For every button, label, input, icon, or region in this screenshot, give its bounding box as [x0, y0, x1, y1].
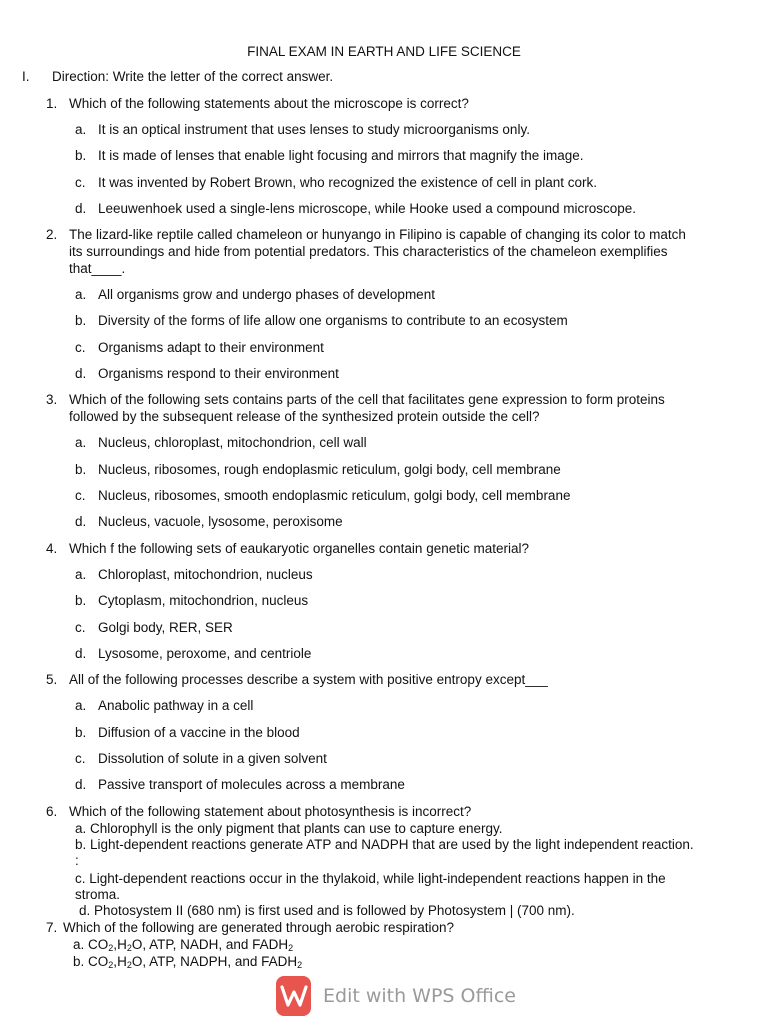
question-6-number: 6.	[46, 804, 58, 819]
choice-text: It was invented by Robert Brown, who recognized the existence of cell in plant cork.	[98, 175, 598, 190]
section-direction: Direction: Write the letter of the correct answer.	[52, 69, 334, 84]
question-6-choice-c-line-2: stroma.	[75, 887, 121, 902]
question-5-number: 5.	[46, 672, 58, 687]
choice-letter: d.	[75, 777, 87, 792]
choice-text: Passive transport of molecules across a membrane	[98, 777, 405, 792]
choice-text: It is an optical instrument that uses lenses to study microorganisms only.	[98, 122, 530, 137]
question-2-line-3: that____.	[69, 261, 126, 276]
choice-text: Cytoplasm, mitochondrion, nucleus	[98, 593, 309, 608]
question-7-text: Which of the following are generated through aerobic respiration?	[63, 920, 454, 935]
choice-letter: d.	[75, 366, 87, 381]
choice-letter: a.	[73, 937, 85, 952]
choice-text: Anabolic pathway in a cell	[98, 698, 254, 713]
formula-rest: O, ATP, NADH, and FADH	[131, 937, 289, 952]
question-7-choice-b	[73, 954, 302, 970]
choice-text: Diffusion of a vaccine in the blood	[98, 725, 300, 740]
choice-text: Diversity of the forms of life allow one organisms to contribute to an ecosystem	[98, 313, 568, 328]
formula-comma: ,	[113, 937, 118, 952]
choice-text: Organisms adapt to their environment	[98, 340, 324, 355]
section-numeral: I.	[22, 69, 30, 84]
choice-letter: d.	[75, 201, 87, 216]
question-3-line-1: Which of the following sets contains parts of the cell that facilitates gene expression to form proteins	[69, 392, 665, 407]
question-4-number: 4.	[46, 541, 58, 556]
choice-letter: c.	[75, 620, 86, 635]
choice-text: It is made of lenses that enable light focusing and mirrors that magnify the image.	[98, 148, 584, 163]
question-6-colon: :	[75, 853, 79, 868]
wps-logo-icon[interactable]	[276, 976, 311, 1016]
choice-letter: c.	[75, 175, 86, 190]
choice-text: Leeuwenhoek used a single-lens microscope, while Hooke used a compound microscope.	[98, 201, 637, 216]
wps-edit-banner[interactable]	[276, 976, 516, 1016]
question-6-choice-c-line-1: c. Light-dependent reactions occur in the thylakoid, while light-independent reactions happen in the	[75, 871, 666, 886]
choice-letter: b.	[73, 954, 85, 969]
choice-text: Dissolution of solute in a given solvent	[98, 751, 327, 766]
subscript-2: 2	[297, 960, 303, 970]
choice-letter: b.	[75, 148, 87, 163]
choice-letter: b.	[75, 462, 87, 477]
choice-text: Lysosome, peroxome, and centriole	[98, 646, 312, 661]
wps-edit-label[interactable]: Edit with WPS Office	[323, 985, 516, 1007]
question-1-number: 1.	[46, 96, 58, 111]
choice-letter: a.	[75, 122, 87, 137]
question-7-number: 7.	[46, 920, 58, 935]
formula-rest: O, ATP, NADPH, and FADH	[131, 954, 298, 969]
exam-title: FINAL EXAM IN EARTH AND LIFE SCIENCE	[247, 44, 521, 59]
question-6-choice-a: a. Chlorophyll is the only pigment that plants can use to capture energy.	[75, 821, 503, 836]
question-6-text: Which of the following statement about photosynthesis is incorrect?	[69, 804, 472, 819]
choice-letter: c.	[75, 751, 86, 766]
choice-letter: b.	[75, 725, 87, 740]
question-2-line-2: its surroundings and hide from potential predators. This characteristics of the chameleon exemplifies	[69, 244, 668, 259]
subscript-2: 2	[288, 943, 294, 953]
subscript-2: 2	[126, 943, 132, 953]
choice-text: All organisms grow and undergo phases of development	[98, 287, 435, 302]
subscript-2: 2	[108, 943, 114, 953]
question-3-number: 3.	[46, 392, 58, 407]
question-7-choice-a	[73, 937, 293, 953]
choice-text: Chloroplast, mitochondrion, nucleus	[98, 567, 313, 582]
question-2-line-1: The lizard-like reptile called chameleon or hunyango in Filipino is capable of changing its color to match	[69, 227, 686, 242]
question-3-line-2: followed by the subsequent release of the synthesized protein outside the cell?	[69, 409, 540, 424]
formula-h: H	[117, 954, 127, 969]
question-1-text: Which of the following statements about the microscope is correct?	[69, 96, 469, 111]
choice-letter: b.	[75, 313, 87, 328]
choice-text: Golgi body, RER, SER	[98, 620, 233, 635]
choice-letter: d.	[75, 646, 87, 661]
choice-text: Nucleus, ribosomes, rough endoplasmic reticulum, golgi body, cell membrane	[98, 462, 561, 477]
question-6-choice-d: d. Photosystem II (680 nm) is first used and is followed by Photosystem | (700 nm).	[79, 903, 575, 918]
question-5-text: All of the following processes describe a system with positive entropy except___	[69, 672, 548, 687]
subscript-2: 2	[108, 960, 114, 970]
choice-text: Nucleus, vacuole, lysosome, peroxisome	[98, 514, 343, 529]
subscript-2: 2	[126, 960, 132, 970]
choice-text: Nucleus, ribosomes, smooth endoplasmic reticulum, golgi body, cell membrane	[98, 488, 571, 503]
formula-h: H	[117, 937, 127, 952]
choice-letter: a.	[75, 287, 87, 302]
choice-letter: d.	[75, 514, 87, 529]
choice-text: Nucleus, chloroplast, mitochondrion, cell wall	[98, 435, 367, 450]
question-4-text: Which f the following sets of eaukaryotic organelles contain genetic material?	[69, 541, 529, 556]
question-6-choice-b: b. Light-dependent reactions generate ATP and NADPH that are used by the light independent reaction.	[75, 837, 694, 852]
choice-letter: a.	[75, 567, 87, 582]
wps-w-glyph-icon	[279, 983, 309, 1009]
formula-comma: ,	[113, 954, 118, 969]
choice-letter: c.	[75, 488, 86, 503]
question-2-number: 2.	[46, 227, 58, 242]
formula-co: CO	[88, 954, 109, 969]
choice-letter: a.	[75, 435, 87, 450]
choice-letter: b.	[75, 593, 87, 608]
choice-letter: a.	[75, 698, 87, 713]
choice-letter: c.	[75, 340, 86, 355]
choice-text: Organisms respond to their environment	[98, 366, 339, 381]
formula-co: CO	[88, 937, 109, 952]
